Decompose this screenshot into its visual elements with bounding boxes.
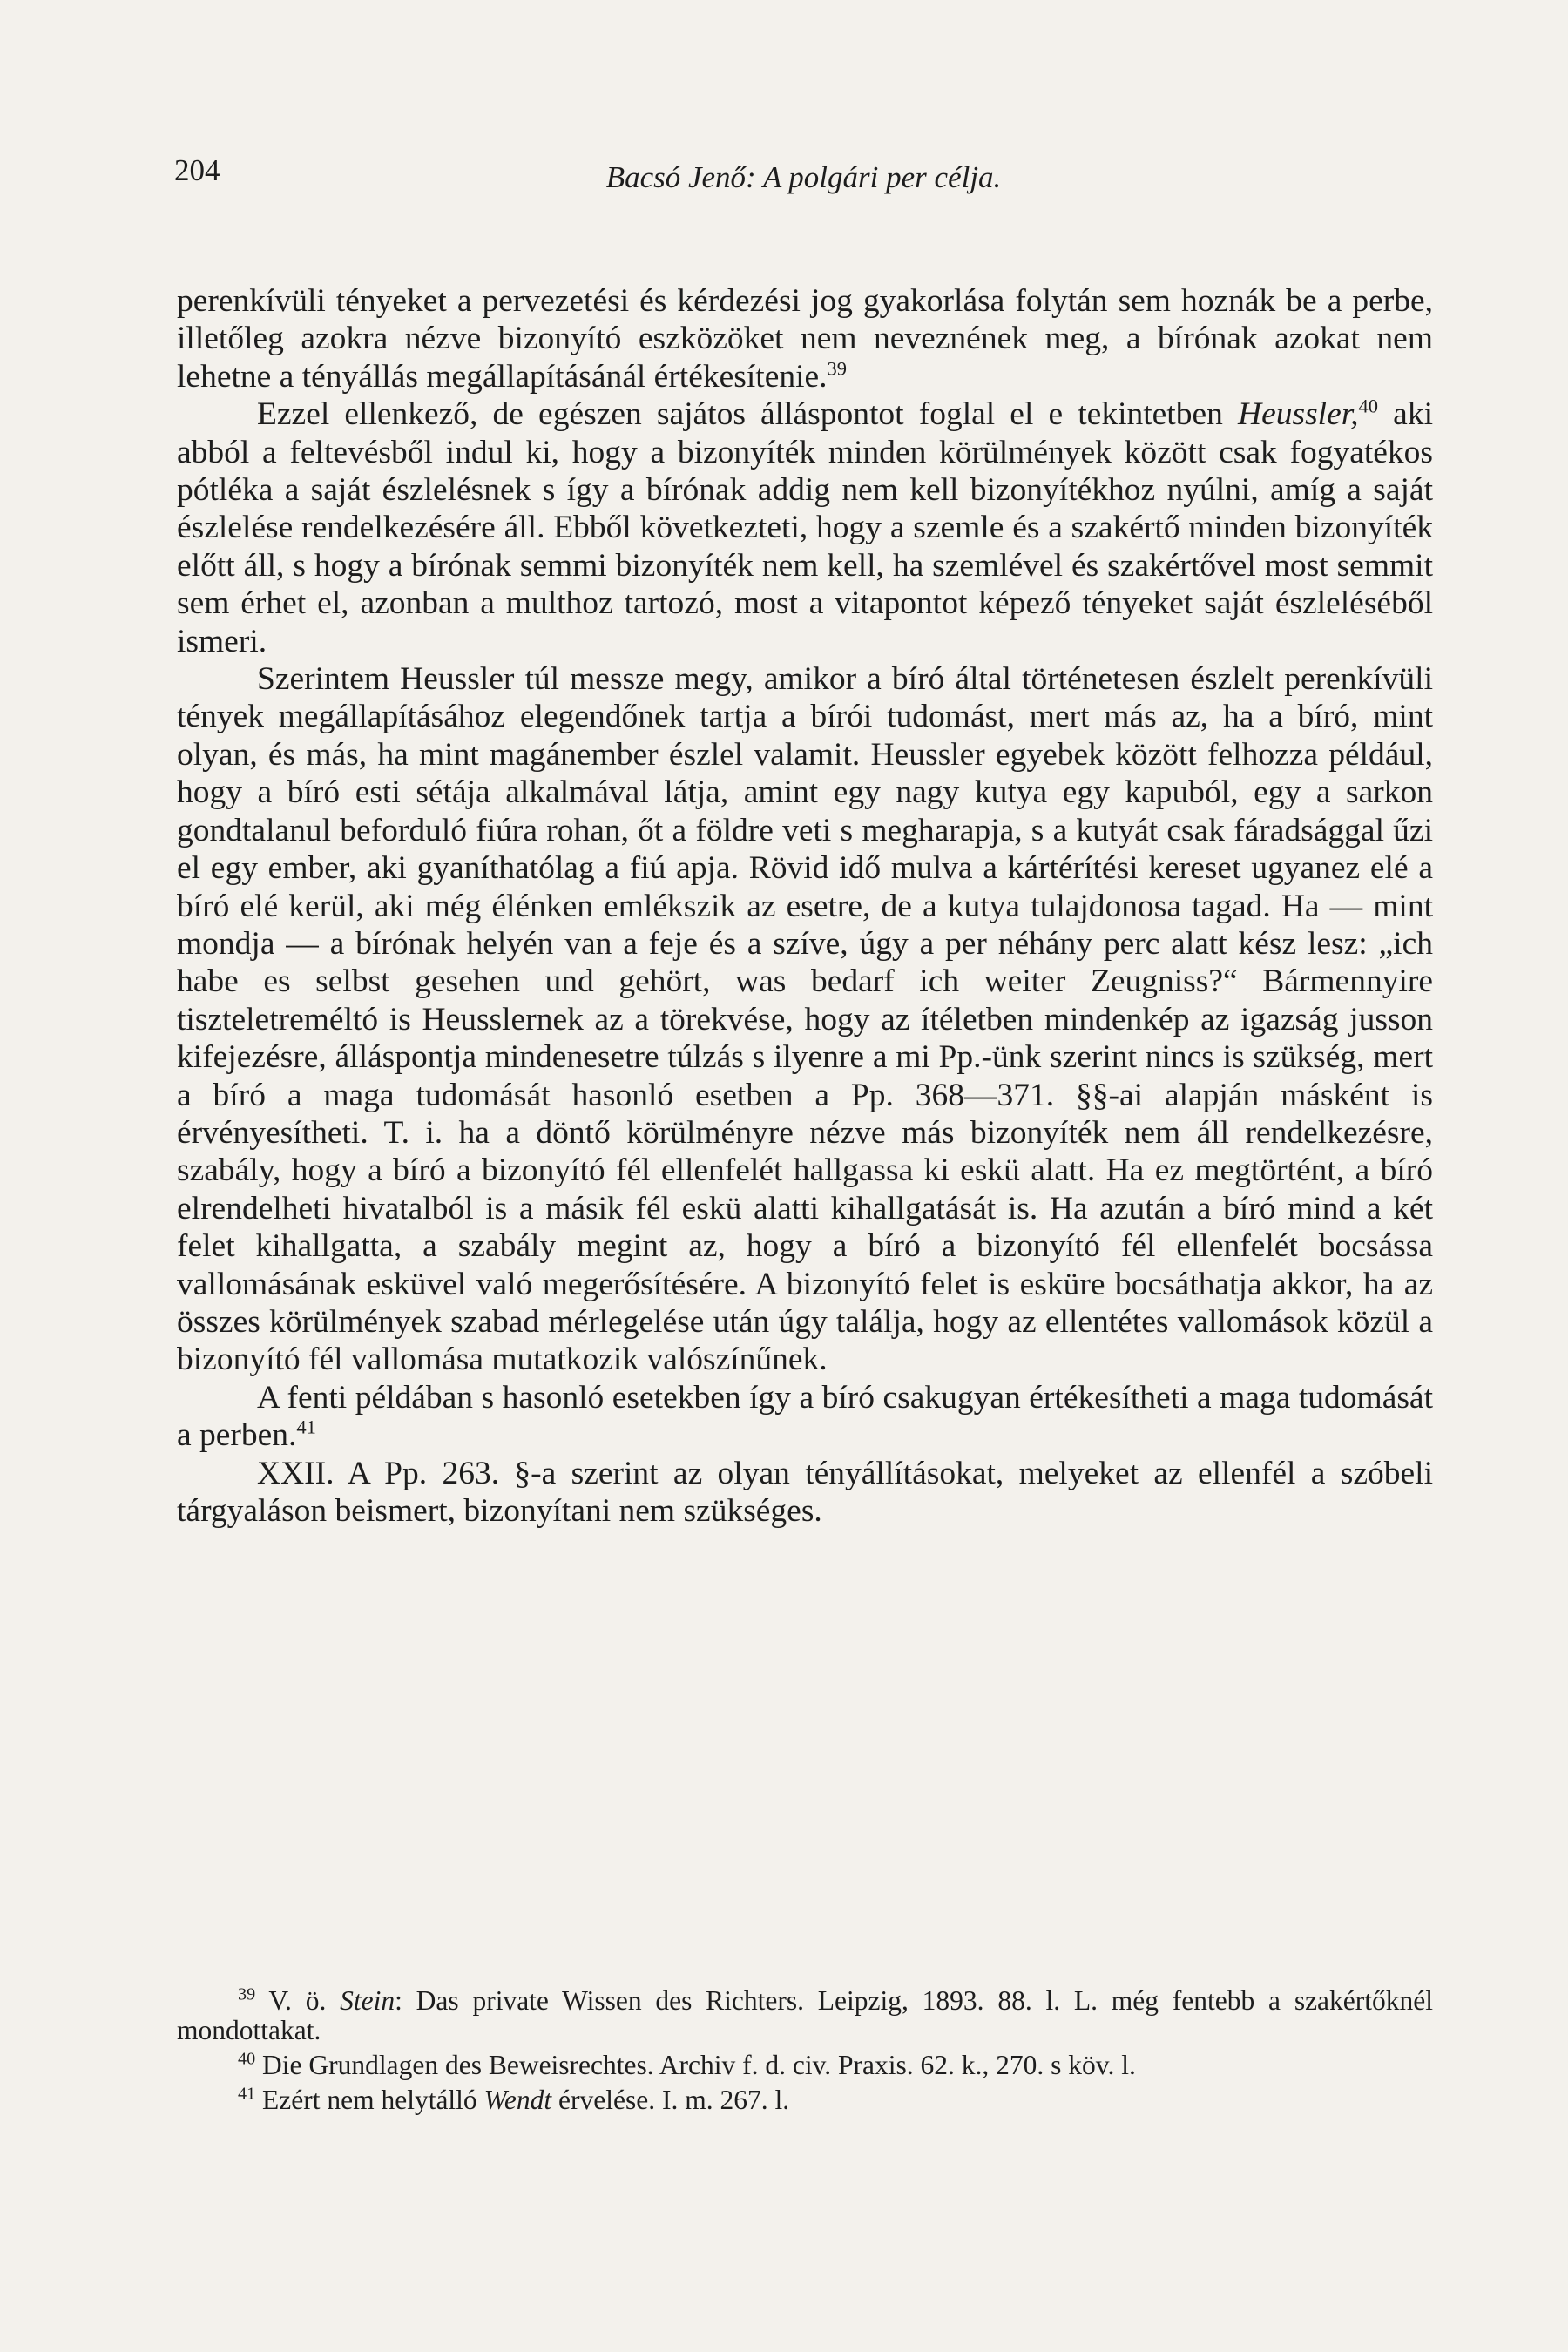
footnote — [177, 1986, 1433, 2045]
footnote — [177, 2085, 1433, 2115]
footnote — [177, 2051, 1433, 2080]
text-run: XXII. A Pp. 263. §-a szerint az olyan tényállításokat, melyeket az ellenfél a szóbeli tárgyaláson beismert, bizonyítani nem szükséges. — [177, 1455, 1433, 1529]
page-number: 204 — [174, 153, 220, 187]
footnote-reference: 40 — [1358, 395, 1379, 417]
text-run: aki abból a feltevésből indul ki, hogy a bizonyíték minden körülmények között csak fogyatékos pótléka a saját észlelésnek s így a bírónak addig nem kell bizonyítékhoz nyúlni, amíg a saját észlelése rendelkezésére áll. Ebből következteti, hogy a szemle és a szakértő minden bizonyíték előtt áll, s hogy a bírónak semmi bizonyíték nem kell, ha szemlével és szakértővel most semmit sem érhet el, azonban a multhoz tartozó, most a vitapontot képező tényeket saját észleléséből ismeri. — [177, 396, 1433, 659]
italic-text: Wendt — [483, 2085, 552, 2115]
footnotes — [177, 1986, 1433, 2120]
footnote-number: 40 — [238, 2049, 256, 2069]
text-run: Ezzel ellenkező, de egészen sajátos álláspontot foglal el e tekintetben — [257, 396, 1238, 433]
text-run: perenkívüli tényeket a pervezetési és kérdezési jog gyakorlása folytán sem hoznák be a perbe, illetőleg azokra nézve bizonyító eszközöket nem neveznének meg, a bírónak azokat nem lehetne a tényállás megállapításánál értékesítenie. — [177, 283, 1433, 395]
text-run: Ezért nem helytálló — [255, 2085, 484, 2115]
text-run: V. ö. — [255, 1985, 341, 2016]
footnote-reference: 39 — [827, 357, 848, 380]
page-header — [174, 153, 1433, 206]
paragraph — [177, 1455, 1433, 1531]
paragraph — [177, 395, 1433, 660]
paragraph — [177, 282, 1433, 395]
body-text — [177, 282, 1433, 1530]
text-run: A fenti példában s hasonló esetekben így a bíró csakugyan értékesítheti a maga tudomását a perben. — [177, 1379, 1433, 1454]
footnote-number: 39 — [238, 1984, 256, 2004]
footnote-number: 41 — [238, 2084, 256, 2104]
italic-text: Stein — [340, 1985, 395, 2016]
footnote-reference: 41 — [296, 1416, 316, 1438]
text-run: Die Grundlagen des Beweisrechtes. Archiv f. d. civ. Praxis. 62. k., 270. s köv. l. — [255, 2050, 1136, 2080]
running-title: Bacsó Jenő: A polgári per célja. — [605, 160, 1002, 194]
italic-text: Heussler, — [1238, 396, 1359, 433]
text-run: érvelése. I. m. 267. l. — [551, 2085, 790, 2115]
paragraph — [177, 660, 1433, 1379]
paragraph — [177, 1379, 1433, 1455]
text-run: Szerintem Heussler túl messze megy, amikor a bíró által történetesen észlelt perenkívüli tények megállapításához elegendőnek tartja a bírói tudomást, mert más az, ha a bíró, mint olyan, és más, ha mint magánember észlel valamit. Heussler egyebek között felhozza például, hogy a bíró esti sétája alkalmával látja, amint egy nagy kutya egy kapuból, egy a sarkon gondtalanul beforduló fiúra rohan, őt a földre veti s megharapja, s a kutyát csak fáradsággal űzi el egy ember, aki gyaníthatólag a fiú apja. Rövid idő mulva a kártérítési kereset ugyanez elé a bíró elé kerül, aki még élénken emlékszik az esetre, de a kutya tulajdonosa tagad. Ha — mint mondja — a bírónak helyén van a feje és a szíve, úgy a per néhány perc alatt kész lesz: „ich habe es selbst gesehen und gehört, was bedarf ich weiter Zeugniss?“ Bármennyire tiszteletreméltó is Heusslernek az a törekvése, hogy az ítéletben mindenkép az igazság jusson kifejezésre, álláspontja mindenesetre túlzás s ilyenre a mi Pp.-ünk szerint nincs is szükség, mert a bíró a maga tudomását hasonló esetben a Pp. 368—371. §§-ai alapján másként is érvényesítheti. T. i. ha a döntő körülményre nézve más bizonyíték nem áll rendelkezésre, szabály, hogy a bíró a bizonyító fél ellenfelét hallgassa ki eskü alatt. Ha ez megtörtént, a bíró elrendelheti hivatalból is a másik fél eskü alatti kihallgatását is. Ha azután a bíró mind a két felet kihallgatta, a szabály megint az, hogy a bíró a bizonyító fél ellenfelét bocsássa vallomásának esküvel való megerősítésére. A bizonyító felet is esküre bocsáthatja akkor, ha az összes körülmények szabad mérlegelése után úgy találja, hogy az ellentétes vallomások közül a bizonyító fél vallomása mutatkozik valószínűnek. — [177, 661, 1433, 1378]
text-run: : Das private Wissen des Richters. Leipzig, 1893. 88. l. L. még fentebb a szakértőknél mondottakat. — [177, 1985, 1433, 2045]
